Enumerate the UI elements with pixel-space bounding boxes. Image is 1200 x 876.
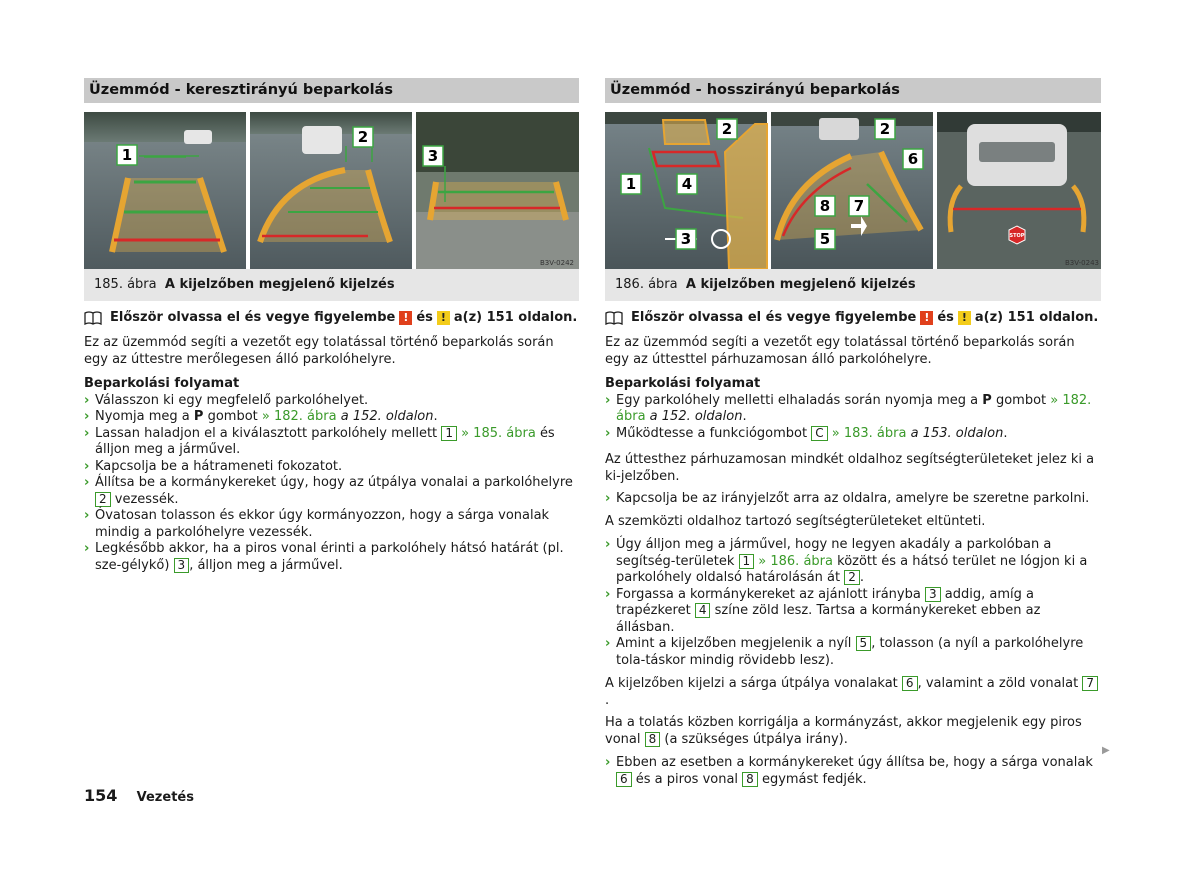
list-item: › Lassan haladjon el a kiválasztott parkolóhely mellett 1 » 185. ábra és álljon meg a járművel. <box>84 425 555 457</box>
panel-2 <box>250 112 412 269</box>
warning-note: Először olvassa el és vegye figyelembe ! és ! a(z) 151 oldalon. <box>84 310 579 325</box>
figure-186-image <box>605 112 1101 269</box>
section-title: Üzemmód - keresztirányú beparkolás <box>84 78 579 103</box>
paragraph: A szemközti oldalhoz tartozó segítségterületeket eltünteti. <box>605 513 986 529</box>
figure-link[interactable]: » 182. ábra <box>616 392 1092 424</box>
book-icon <box>84 311 102 325</box>
arrow-icon: › <box>605 392 611 408</box>
figure-code: B3V-0243 <box>1065 259 1099 267</box>
stop-sign-icon: STOP <box>1009 233 1025 239</box>
callout-2: 2 <box>721 120 733 138</box>
arrow-icon: › <box>84 541 90 556</box>
callout-3: 3 <box>680 230 692 248</box>
caution-icon: ! <box>437 311 450 325</box>
danger-icon: ! <box>399 311 412 325</box>
figure-caption: 186. ábra A kijelzőben megjelenő kijelzés <box>605 269 1101 301</box>
arrow-icon: › <box>84 475 90 490</box>
callout-1: 1 <box>121 146 133 164</box>
callout-2b: 2 <box>879 120 891 138</box>
intro-paragraph: Ez az üzemmód segíti a vezetőt egy tolatással történő beparkolás során egy az úttesttel párhuzamosan álló parkolóhelyre. <box>605 335 1075 367</box>
list-item: › Válasszon ki egy megfelelő parkolóhelyet. <box>84 392 369 408</box>
list-item: › Nyomja meg a P gombot » 182. ábra a 152. oldalon. <box>84 409 438 424</box>
page-number: 154 <box>84 786 118 805</box>
figure-link[interactable]: » 183. ábra <box>831 425 907 441</box>
warning-note: Először olvassa el és vegye figyelembe ! és ! a(z) 151 oldalon. <box>605 310 1101 325</box>
left-column <box>84 78 579 574</box>
park-button-icon: P <box>193 409 204 424</box>
book-icon <box>605 311 623 325</box>
section-title: Üzemmód - hosszirányú beparkolás <box>605 78 1101 103</box>
arrow-icon: › <box>605 636 611 651</box>
continue-arrow-icon: ▶ <box>1102 745 1110 756</box>
procedure-title: Beparkolási folyamat <box>84 376 240 391</box>
list-item: › Amint a kijelzőben megjelenik a nyíl 5 , tolasson (a nyíl a parkolóhelyre tola-táskor mindig rövidebb lesz). <box>605 636 1084 668</box>
paragraph: Ha a tolatás közben korrigálja a kormányzást, akkor megjelenik egy piros vonal 8 (a szükséges útpálya irány). <box>605 715 1082 747</box>
arrow-icon: › <box>84 425 90 441</box>
list-item: › Működtesse a funkciógombot C » 183. ábra a 153. oldalon. <box>605 425 1008 441</box>
paragraph: A kijelzőben kijelzi a sárga útpálya vonalakat 6 , valamint a zöld vonalat 7. <box>605 676 1101 709</box>
arrow-icon: › <box>84 409 90 424</box>
arrow-icon: › <box>605 537 611 552</box>
arrow-icon: › <box>84 458 90 474</box>
arrow-icon: › <box>84 508 90 523</box>
danger-icon: ! <box>920 311 933 325</box>
figure-186 <box>605 112 1101 269</box>
list-item: › Állítsa be a kormánykereket úgy, hogy az útpálya vonalai a parkolóhelyre 2 vezessék. <box>84 475 573 507</box>
list-item: › Kapcsolja be az irányjelzőt arra az oldalra, amelyre be szeretne parkolni. <box>605 491 1090 506</box>
panel-1 <box>84 112 246 269</box>
right-column <box>605 78 1101 788</box>
panel-3 <box>937 112 1101 269</box>
figure-185-image <box>84 112 579 269</box>
arrow-icon: › <box>84 392 90 408</box>
page-footer <box>84 786 194 805</box>
figure-link[interactable]: » 185. ábra <box>461 425 536 441</box>
arrow-icon: › <box>605 425 611 441</box>
callout-1: 1 <box>625 175 637 193</box>
callout-4: 4 <box>681 175 693 193</box>
caution-icon: ! <box>958 311 971 325</box>
panel-3 <box>416 112 579 269</box>
figure-185 <box>84 112 579 269</box>
procedure-title: Beparkolási folyamat <box>605 376 761 391</box>
list-item: › Forgassa a kormánykereket az ajánlott irányba 3 addig, amíg a trapézkeret 4 színe zöld lesz. Tartsa a kormánykereket ebben az állásban. <box>605 586 1041 635</box>
list-item: › Úgy álljon meg a járművel, hogy ne legyen akadály a parkolóban a segítség-területek 1 » 186. ábra között és a hátsó terület ne lógjon ki a parkolóhely oldalsó határolásán át 2 . <box>605 537 1088 585</box>
arrow-icon: › <box>605 755 611 770</box>
list-item: › Legkésőbb akkor, ha a piros vonal érinti a parkolóhely hátsó határát (pl. sze-gélykő) 3 , álljon meg a járművel. <box>84 541 564 573</box>
panel-2 <box>771 112 933 269</box>
callout-6: 6 <box>907 150 919 168</box>
figure-caption: 185. ábra A kijelzőben megjelenő kijelzés <box>84 269 579 301</box>
figure-link[interactable]: » 182. ábra <box>261 409 337 424</box>
paragraph: Az úttesthez párhuzamosan mindkét oldalhoz segítségterületeket jelez ki a ki-jelzőben. <box>605 452 1095 484</box>
callout-2: 2 <box>357 128 369 146</box>
callout-7: 7 <box>853 197 865 215</box>
park-button-icon: P <box>982 392 992 408</box>
list-item: › Óvatosan tolasson és ekkor úgy kormányozzon, hogy a sárga vonalak mindig a parkolóhelyre vezessék. <box>84 508 550 540</box>
arrow-icon: › <box>605 491 611 506</box>
callout-8: 8 <box>819 197 831 215</box>
list-item: › Kapcsolja be a hátrameneti fokozatot. <box>84 458 343 474</box>
arrow-icon: › <box>605 586 611 602</box>
figure-code: B3V-0242 <box>540 259 574 267</box>
section-name: Vezetés <box>136 790 194 805</box>
intro-paragraph: Ez az üzemmód segíti a vezetőt egy tolatással történő beparkolás során egy az úttestre merőlegesen álló parkolóhelyre. <box>84 335 554 367</box>
callout-5: 5 <box>819 230 831 248</box>
figure-link[interactable]: » 186. ábra <box>758 553 833 569</box>
list-item: › Ebben az esetben a kormánykereket úgy állítsa be, hogy a sárga vonalak 6 és a piros vonal 8 egymást fedjék. <box>605 755 1093 787</box>
list-item: › Egy parkolóhely melletti elhaladás során nyomja meg a P gombot » 182. ábra a 152. oldalon. <box>605 392 1092 424</box>
callout-3: 3 <box>427 147 439 165</box>
